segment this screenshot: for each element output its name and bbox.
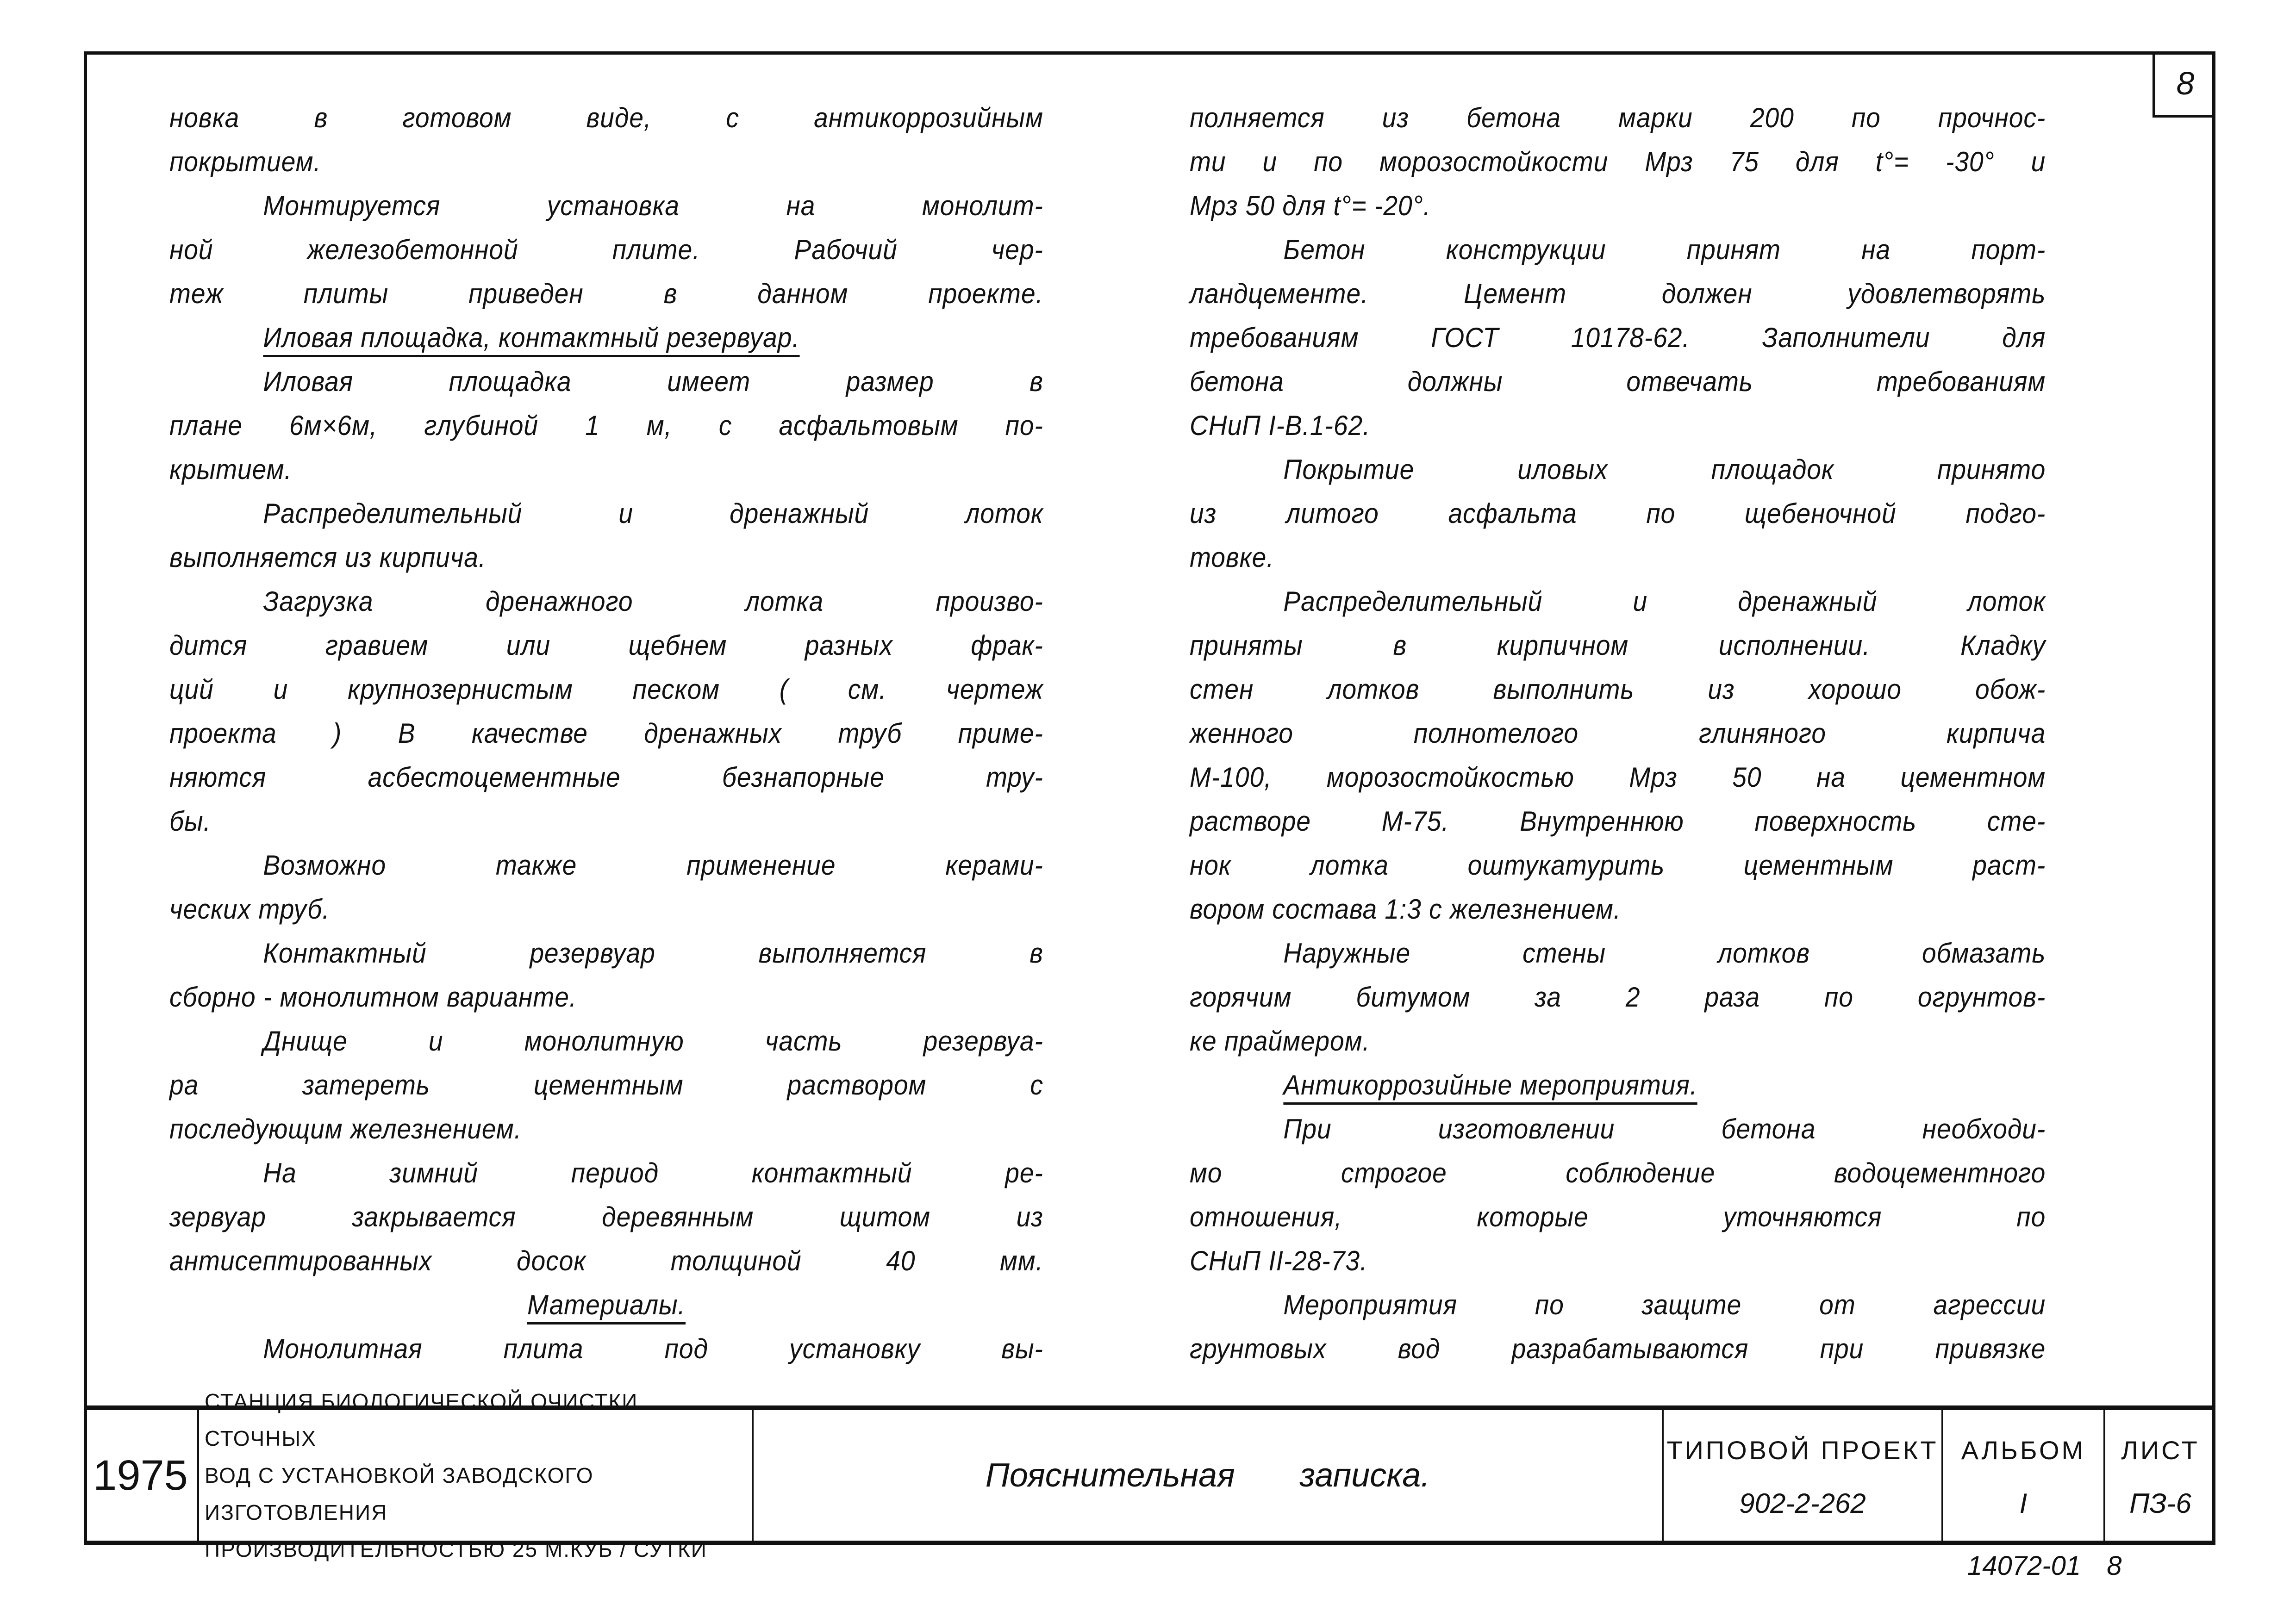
footer-page: 8 — [2107, 1551, 2122, 1581]
text-line: выполняется из кирпича. — [169, 542, 487, 573]
text-line: плане 6м×6м, глубиной 1 м, с асфальтовым по- — [169, 410, 1043, 441]
description-line: ВОД С УСТАНОВКОЙ ЗАВОДСКОГО ИЗГОТОВЛЕНИЯ — [205, 1463, 594, 1524]
text-line — [169, 1283, 1043, 1327]
text-line — [169, 316, 1043, 360]
text-line: стен лотков выполнить из хорошо обож- — [1190, 674, 2046, 705]
document-title-cell — [754, 1410, 1664, 1541]
album-value: I — [2019, 1487, 2028, 1519]
right-text-column — [1190, 96, 2120, 1371]
section-heading: Иловая площадка, контактный резервуар. — [263, 322, 799, 357]
text-line: полняется из бетона марки 200 по прочнос- — [1190, 102, 2046, 133]
text-line: покрытием. — [169, 146, 321, 177]
text-line — [1190, 1063, 2046, 1107]
description-line: СТАНЦИЯ БИОЛОГИЧЕСКОЙ ОЧИСТКИ СТОЧНЫХ — [205, 1389, 638, 1450]
text-line: Распределительный и дренажный лоток — [1283, 586, 2046, 617]
text-line: Бетон конструкции принят на порт- — [1283, 234, 2046, 265]
text-line: крытием. — [169, 454, 292, 485]
text-line: СНиП I-В.1-62. — [1190, 410, 1371, 441]
text-line: При изготовлении бетона необходи- — [1283, 1113, 2046, 1144]
text-line: ке праймером. — [1190, 1026, 1370, 1057]
text-line: проекта ) В качестве дренажных труб приме- — [169, 718, 1043, 749]
sheet-cell — [2105, 1410, 2215, 1541]
text-line: Контактный резервуар выполняется в — [263, 938, 1043, 969]
text-line: СНиП II-28-73. — [1190, 1245, 1368, 1276]
text-line: Возможно также применение керами- — [263, 850, 1043, 881]
text-line: мо строгое соблюдение водоцементного — [1190, 1157, 2046, 1188]
text-line: бы. — [169, 806, 211, 837]
text-line: дится гравием или щебнем разных фрак- — [169, 630, 1043, 661]
text-line: растворе М-75. Внутреннюю поверхность сте- — [1190, 806, 2046, 837]
text-line: зервуар закрывается деревянным щитом из — [169, 1201, 1043, 1232]
text-line: Днище и монолитную часть резервуа- — [263, 1026, 1043, 1057]
text-line: женного полнотелого глиняного кирпича — [1190, 718, 2046, 749]
title-block — [84, 1389, 2215, 1561]
sheet-number-box: 8 — [2152, 51, 2215, 118]
text-line: требованиям ГОСТ 10178-62. Заполнители для — [1190, 322, 2046, 353]
text-line: вором состава 1:3 с железнением. — [1190, 894, 1622, 925]
text-line: ра затереть цементным раствором с — [169, 1070, 1043, 1101]
text-line: Распределительный и дренажный лоток — [263, 498, 1043, 529]
document-title: Пояснительная записка. — [985, 1457, 1430, 1494]
text-line: няются асбестоцементные безнапорные тру- — [169, 762, 1043, 793]
text-line: сборно - монолитном варианте. — [169, 982, 577, 1013]
text-line: На зимний период контактный ре- — [263, 1157, 1043, 1188]
section-heading: Материалы. — [527, 1289, 686, 1325]
text-line: антисептированных досок толщиной 40 мм. — [169, 1245, 1043, 1276]
text-line: бетона должны отвечать требованиям — [1190, 366, 2046, 397]
text-line: Иловая площадка имеет размер в — [263, 366, 1043, 397]
text-line: ций и крупнозернистым песком ( см. чертеж — [169, 674, 1043, 705]
album-label: АЛЬБОМ — [1961, 1435, 2086, 1465]
text-line: Наружные стены лотков обмазать — [1283, 938, 2046, 969]
text-line: ческих труб. — [169, 894, 330, 925]
text-line: ландцементе. Цемент должен удовлетворять — [1190, 278, 2046, 309]
text-line: последующим железнением. — [169, 1113, 522, 1144]
text-line: приняты в кирпичном исполнении. Кладку — [1190, 630, 2046, 661]
description-line: ПРОИЗВОДИТЕЛЬНОСТЬЮ 25 М.КУБ / СУТКИ — [205, 1537, 707, 1561]
album-cell — [1943, 1410, 2105, 1541]
text-line: из литого асфальта по щебеночной подго- — [1190, 498, 2046, 529]
project-cell — [1664, 1410, 1943, 1541]
text-line: ти и по морозостойкости Мрз 75 для t°= -30° и — [1190, 146, 2046, 177]
section-heading: Антикоррозийные мероприятия. — [1283, 1070, 1697, 1105]
project-label: ТИПОВОЙ ПРОЕКТ — [1666, 1435, 1939, 1465]
description-cell — [199, 1389, 754, 1561]
year: 1975 — [93, 1451, 188, 1499]
text-line: М-100, морозостойкостью Мрз 50 на цементном — [1190, 762, 2046, 793]
text-line: Мероприятия по защите от агрессии — [1283, 1289, 2046, 1320]
text-line: новка в готовом виде, с антикоррозийным — [169, 102, 1043, 133]
project-number: 902-2-262 — [1739, 1487, 1866, 1519]
year-cell — [84, 1410, 199, 1541]
text-line: грунтовых вод разрабатываются при привязке — [1190, 1333, 2046, 1364]
text-line: нок лотка оштукатурить цементным раст- — [1190, 850, 2046, 881]
left-text-column — [169, 96, 1119, 1371]
text-line: Покрытие иловых площадок принято — [1283, 454, 2046, 485]
text-line: ной железобетонной плите. Рабочий чер- — [169, 234, 1043, 265]
sheet-value: ПЗ-6 — [2129, 1487, 2191, 1519]
text-line: товке. — [1190, 542, 1274, 573]
text-line: горячим битумом за 2 раза по огрунтов- — [1190, 982, 2046, 1013]
text-line: Загрузка дренажного лотка произво- — [263, 586, 1043, 617]
inventory-number: 14072-01 — [1967, 1551, 2081, 1581]
sheet-label: ЛИСТ — [2121, 1435, 2200, 1465]
text-line: Монтируется установка на монолит- — [263, 190, 1043, 221]
text-line: отношения, которые уточняются по — [1190, 1201, 2046, 1232]
text-line: Монолитная плита под установку вы- — [263, 1333, 1043, 1364]
text-line: Мрз 50 для t°= -20°. — [1190, 190, 1431, 221]
text-line: теж плиты приведен в данном проекте. — [169, 278, 1043, 309]
footer-stamp — [1967, 1550, 2122, 1581]
